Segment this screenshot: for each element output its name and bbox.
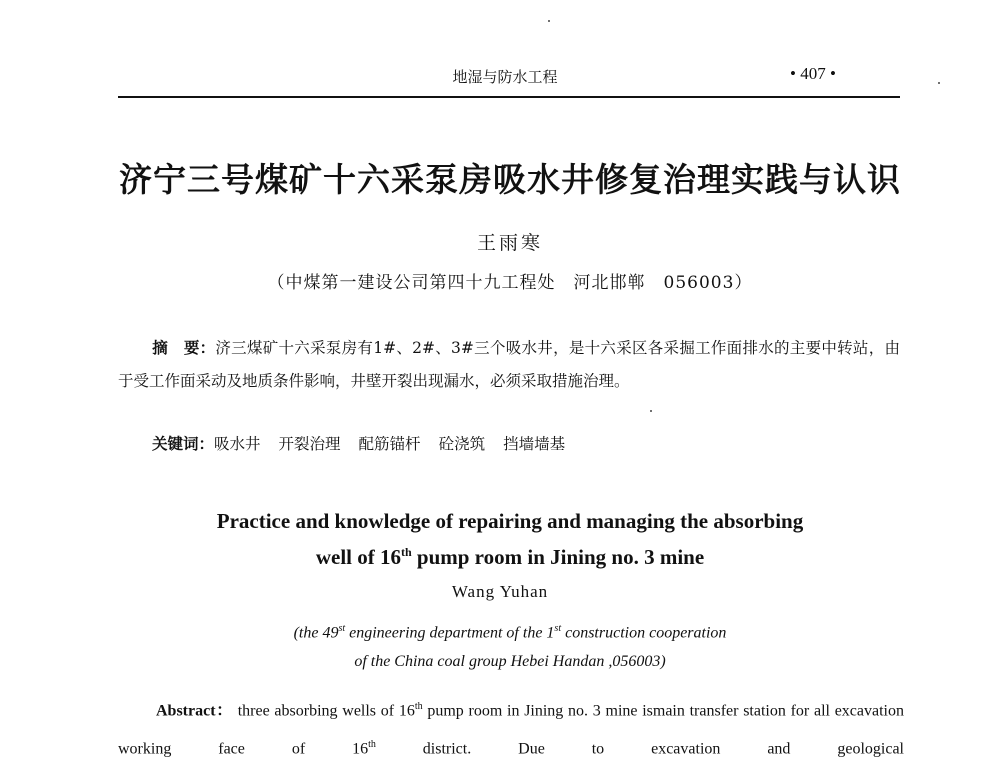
affiliation-cn: （中煤第一建设公司第四十九工程处 河北邯郸 056003） — [267, 273, 753, 293]
author-name-en: Wang Yuhan — [451, 582, 549, 601]
paper-title-en — [150, 503, 870, 575]
scan-speck — [548, 20, 550, 22]
abstract-cn-text: 济三煤矿十六采泵房有1#、2#、3#三个吸水井，是十六采区各采掘工作面排水的主要中转站，由于受工作面采动及地质条件影响，井壁开裂出现漏水，必须采取措施治理。 — [118, 339, 900, 390]
abstract-en-label: Abstract： — [156, 702, 233, 720]
affiliation-en-line1: (the 49st engineering department of the 1st construction cooperation — [293, 623, 727, 642]
page-number: • 407 • — [790, 64, 836, 83]
keyword: 开裂治理 — [278, 435, 341, 453]
keywords-cn — [152, 432, 902, 454]
abstract-cn-label: 摘 要： — [152, 339, 216, 357]
scan-speck — [938, 82, 940, 84]
title-en-line1: Practice and knowledge of repairing and managing the absorbing — [216, 509, 804, 533]
title-en-line2: well of 16th pump room in Jining no. 3 mine — [315, 545, 705, 569]
scan-speck — [650, 410, 652, 412]
author-name-cn: 王雨寒 — [476, 232, 543, 254]
abstract-cn — [118, 332, 900, 398]
header-rule — [118, 96, 900, 98]
affiliation-en-line2: of the China coal group Hebei Handan ,056003) — [354, 653, 666, 671]
paper-title-cn: 济宁三号煤矿十六采泵房吸水井修复治理实践与认识 — [119, 160, 901, 199]
journal-name: 地湿与防水工程 — [452, 68, 558, 86]
keyword: 吸水井 — [214, 435, 261, 453]
abstract-en: Abstract： three absorbing wells of 16th pump room in Jining no. 3 mine ismain transfer station for all excavation working face of 16th district. Due to excavation and geological — [118, 701, 904, 758]
keyword: 配筋锚杆 — [358, 435, 421, 453]
keyword: 挡墙墙基 — [503, 435, 566, 453]
affiliation-en — [150, 614, 870, 676]
keyword: 砼浇筑 — [438, 435, 486, 453]
keywords-label: 关键词： — [152, 435, 215, 453]
